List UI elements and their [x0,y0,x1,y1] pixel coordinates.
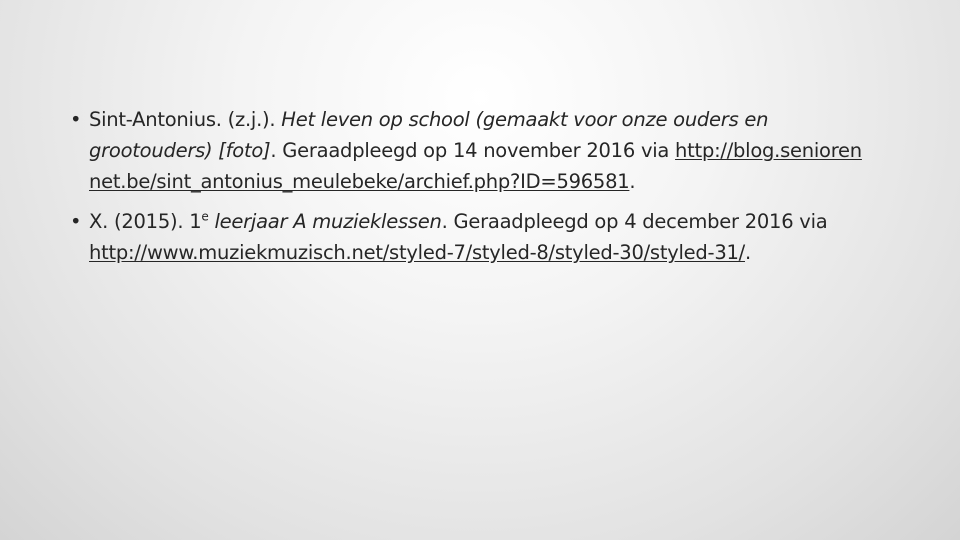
reference-author: Sint-Antonius. (z.j.). [89,108,282,131]
reference-end: . [744,241,751,264]
reference-title: leerjaar A muzieklessen [208,210,442,233]
reference-author: X. (2015). 1 [89,210,202,233]
reference-item-muzieklessen [70,206,870,268]
reference-list [70,104,870,277]
reference-link[interactable]: http://blog.seniorennet.be/sint_antonius_meulebeke/archief.php?ID=596581 [89,139,862,193]
reference-end: . [629,170,636,193]
reference-title: Het leven op school (gemaakt voor onze ouders en grootouders) [foto] [89,108,769,162]
bullet: • [70,108,82,131]
reference-link[interactable]: http://www.muziekmuzisch.net/styled-7/styled-8/styled-30/styled-31/ [89,241,745,264]
reference-retrieval-text: . Geraadpleegd op 4 december 2016 via [441,210,828,233]
reference-item-sint-antonius [70,104,870,197]
reference-superscript: e [201,209,209,224]
bullet: • [70,210,82,233]
reference-retrieval-text: . Geraadpleegd op 14 november 2016 via [270,139,676,162]
